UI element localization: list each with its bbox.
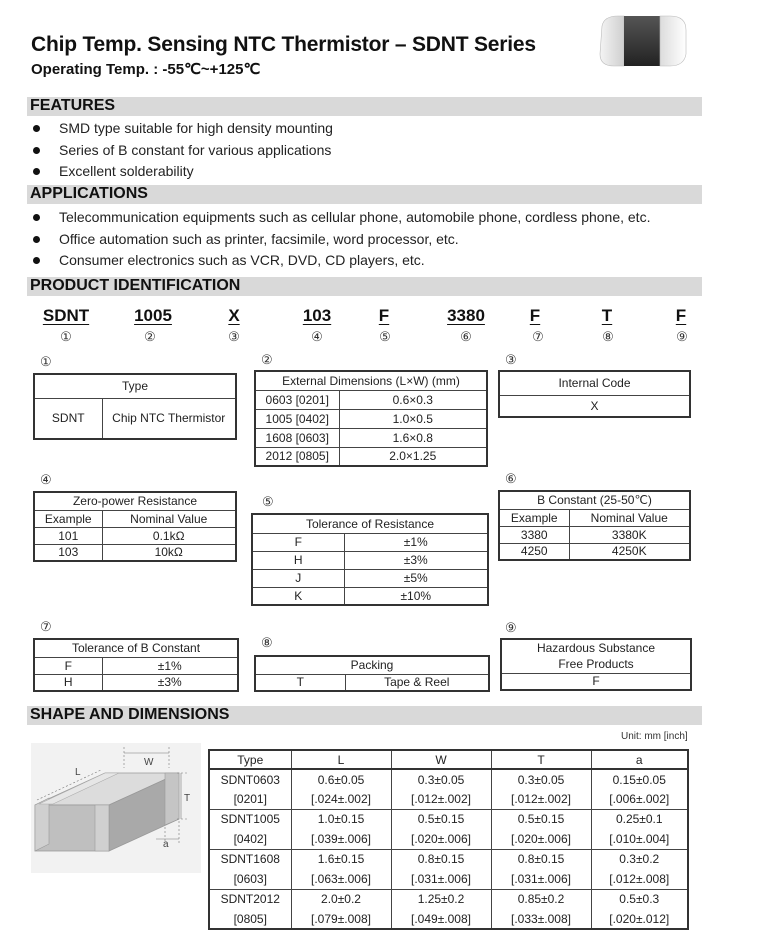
hazard-header-1: Hazardous Substance xyxy=(501,639,691,656)
internal-code-value: X xyxy=(499,395,690,417)
table-row: 103 10kΩ xyxy=(34,544,236,561)
box-number-1: ① xyxy=(40,354,52,369)
table-header-row: Type L W T a xyxy=(209,750,688,769)
packing-header: Packing xyxy=(255,656,489,674)
code-number-5: ⑤ xyxy=(379,329,391,344)
box-number-5: ⑤ xyxy=(262,494,274,509)
packing-code: T xyxy=(255,674,345,691)
list-item: Consumer electronics such as VCR, DVD, CD players, etc. xyxy=(33,250,650,272)
shape-heading: SHAPE AND DIMENSIONS xyxy=(30,706,230,723)
code-segment-7: F xyxy=(529,306,541,325)
table-row: SDNT1005 1.0±0.15 0.5±0.15 0.5±0.15 0.25±0.1 xyxy=(209,809,688,829)
table-row: [0603] [.063±.006] [.031±.006] [.031±.006] [.012±.008] xyxy=(209,869,688,889)
list-item: Office automation such as printer, facsimile, word processor, etc. xyxy=(33,229,650,251)
code-segment-3: X xyxy=(228,306,240,325)
code-number-4: ④ xyxy=(311,329,323,344)
table-row: 2012 [0805] 2.0×1.25 xyxy=(255,447,487,466)
resistance-header: Zero-power Resistance xyxy=(34,492,236,510)
hazard-header-2: Free Products xyxy=(501,656,691,673)
bullet-icon xyxy=(33,257,40,264)
tolerance-table xyxy=(251,513,489,606)
tolerance-header: Tolerance of Resistance xyxy=(252,514,488,533)
bullet-icon xyxy=(33,168,40,175)
type-desc: Chip NTC Thermistor xyxy=(102,398,236,439)
operating-temp: Operating Temp. : -55℃~+125℃ xyxy=(31,61,261,78)
table-row: 1608 [0603] 1.6×0.8 xyxy=(255,428,487,447)
unit-label: Unit: mm [inch] xyxy=(621,731,688,742)
drawing-label-l: L xyxy=(75,767,81,778)
table-row: H ±3% xyxy=(252,551,488,569)
table-row: 3380 3380K xyxy=(499,526,690,543)
features-bar xyxy=(27,97,702,116)
b-constant-table: B Constant (25-50℃) Example Nominal Value 3380 3380K 4250 4250K xyxy=(498,490,691,561)
page-title: Chip Temp. Sensing NTC Thermistor – SDNT Series xyxy=(31,33,536,56)
type-header: Type xyxy=(34,374,236,398)
table-row: SDNT2012 2.0±0.2 1.25±0.2 0.85±0.2 0.5±0.3 xyxy=(209,889,688,909)
box-number-3: ③ xyxy=(505,352,517,367)
type-code: SDNT xyxy=(34,398,102,439)
hazard-table xyxy=(500,638,692,691)
applications-heading: APPLICATIONS xyxy=(30,185,148,202)
b-tolerance-header: Tolerance of B Constant xyxy=(34,639,238,657)
dimensions-header: External Dimensions (L×W) (mm) xyxy=(255,371,487,390)
box-number-2: ② xyxy=(261,352,273,367)
code-number-2: ② xyxy=(144,329,156,344)
table-row: SDNT0603 0.6±0.05 0.3±0.05 0.3±0.05 0.15±0.05 xyxy=(209,769,688,789)
code-segment-2: 1005 xyxy=(134,306,172,325)
list-item: Excellent solderability xyxy=(33,161,333,183)
table-row: [0402] [.039±.006] [.020±.006] [.020±.006] [.010±.004] xyxy=(209,829,688,849)
box-number-8: ⑧ xyxy=(261,635,273,650)
applications-list xyxy=(33,207,650,272)
list-item: Telecommunication equipments such as cellular phone, automobile phone, cordless phone, etc. xyxy=(33,207,650,229)
hazard-value: F xyxy=(501,673,691,690)
code-segment-1: SDNT xyxy=(42,306,90,325)
table-row: SDNT1608 1.6±0.15 0.8±0.15 0.8±0.15 0.3±0.2 xyxy=(209,849,688,869)
dimensions-spec-table xyxy=(208,749,689,930)
table-row: [0805] [.079±.008] [.049±.008] [.033±.008] [.020±.012] xyxy=(209,909,688,929)
bullet-icon xyxy=(33,214,40,221)
list-item: Series of B constant for various applications xyxy=(33,140,333,162)
product-id-heading: PRODUCT IDENTIFICATION xyxy=(30,277,241,294)
code-number-1: ① xyxy=(60,329,72,344)
dimensions-table xyxy=(254,370,488,467)
table-row: 4250 4250K xyxy=(499,543,690,560)
drawing-label-a: a xyxy=(163,839,169,850)
b-constant-header: B Constant (25-50℃) xyxy=(499,491,690,509)
box-number-6: ⑥ xyxy=(505,471,517,486)
box-number-9: ⑨ xyxy=(505,620,517,635)
table-row: H ±3% xyxy=(34,674,238,691)
code-segment-5: F xyxy=(378,306,390,325)
type-table xyxy=(33,373,237,440)
table-row: F ±1% xyxy=(34,657,238,674)
code-segment-4: 103 xyxy=(302,306,332,325)
resistance-table: Zero-power Resistance Example Nominal Value 101 0.1kΩ 103 10kΩ xyxy=(33,491,237,562)
table-row: [0201] [.024±.002] [.012±.002] [.012±.002] [.006±.002] xyxy=(209,789,688,809)
code-number-3: ③ xyxy=(228,329,240,344)
table-row: F ±1% xyxy=(252,533,488,551)
features-heading: FEATURES xyxy=(30,97,116,114)
bullet-icon xyxy=(33,236,40,243)
code-number-7: ⑦ xyxy=(532,329,544,344)
code-segment-6: 3380 xyxy=(447,306,485,325)
table-row: 101 0.1kΩ xyxy=(34,527,236,544)
box-number-7: ⑦ xyxy=(40,619,52,634)
drawing-label-w: W xyxy=(144,757,154,768)
internal-code-header: Internal Code xyxy=(499,371,690,395)
packing-desc: Tape & Reel xyxy=(345,674,489,691)
code-number-6: ⑥ xyxy=(460,329,472,344)
code-segment-9: F xyxy=(675,306,687,325)
table-row: K ±10% xyxy=(252,587,488,605)
code-number-9: ⑨ xyxy=(676,329,688,344)
table-row: 1005 [0402] 1.0×0.5 xyxy=(255,409,487,428)
drawing-label-t: T xyxy=(184,793,191,804)
list-item: SMD type suitable for high density mounting xyxy=(33,118,333,140)
chip-dimension-drawing xyxy=(31,743,201,873)
table-row: J ±5% xyxy=(252,569,488,587)
packing-table xyxy=(254,655,490,692)
bullet-icon xyxy=(33,147,40,154)
bullet-icon xyxy=(33,125,40,132)
code-number-8: ⑧ xyxy=(602,329,614,344)
chip-product-image xyxy=(594,8,690,72)
internal-code-table xyxy=(498,370,691,418)
b-tolerance-table xyxy=(33,638,239,692)
table-row: 0603 [0201] 0.6×0.3 xyxy=(255,390,487,409)
code-segment-8: T xyxy=(601,306,613,325)
box-number-4: ④ xyxy=(40,472,52,487)
features-list xyxy=(33,118,333,183)
